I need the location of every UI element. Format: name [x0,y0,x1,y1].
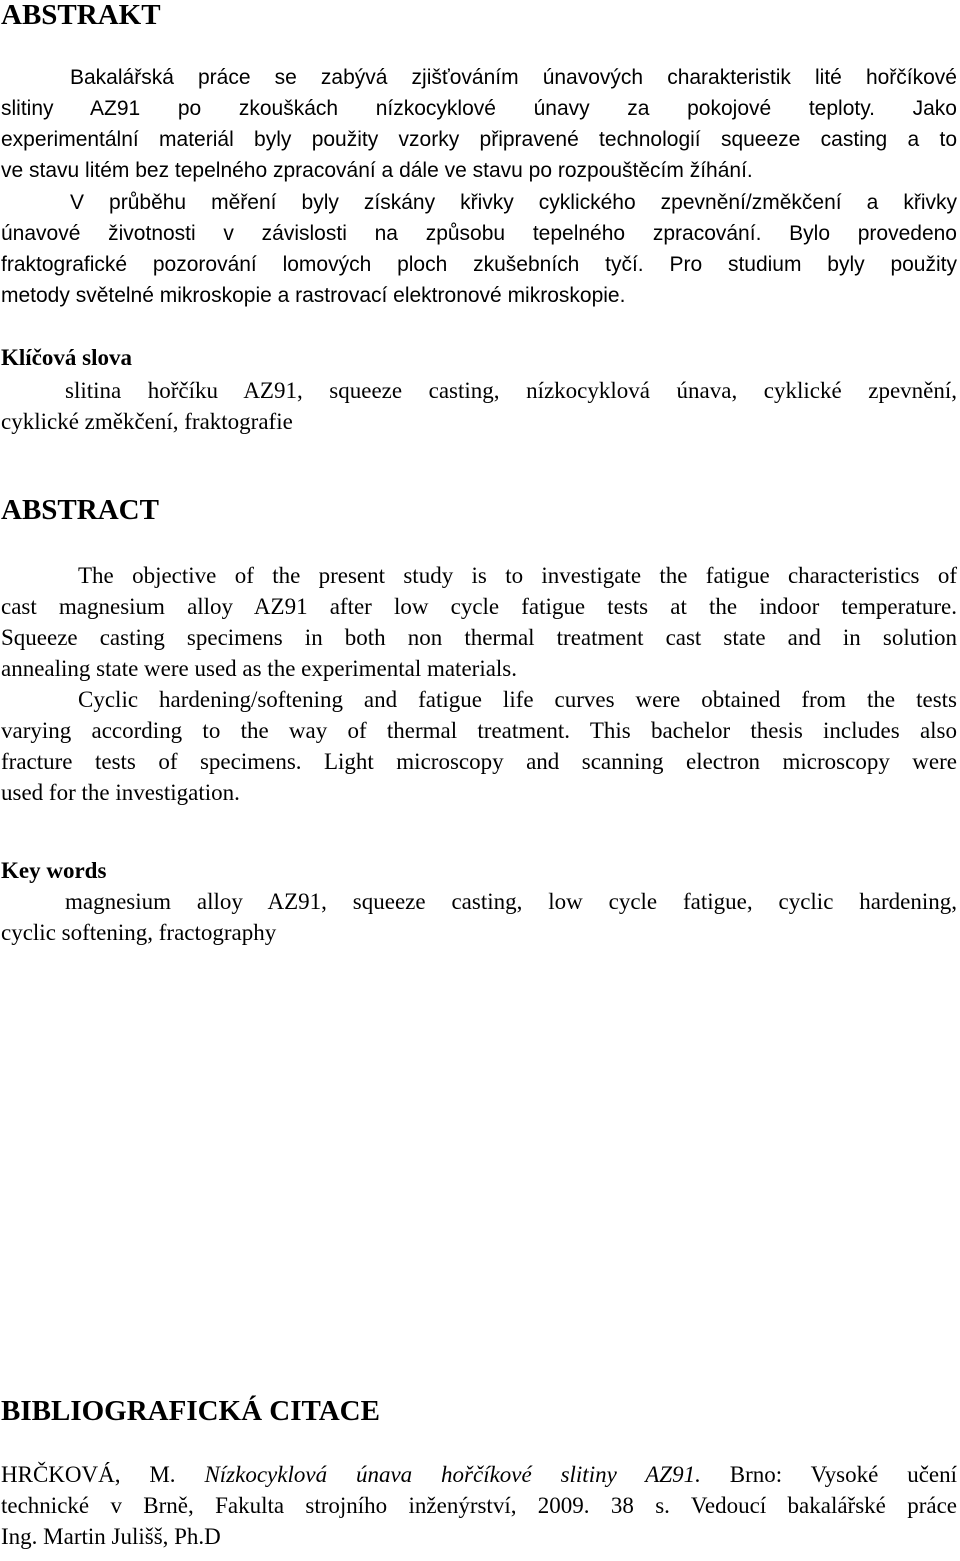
text-line: experimentální materiál byly použity vzorky připravené technologií squeeze casting a to [1,128,957,151]
abstract-heading: ABSTRACT [1,494,159,526]
text-line: annealing state were used as the experimental materials. [1,656,518,681]
text-line: Bakalářská práce se zabývá zjišťováním únavových charakteristik lité hořčíkové [70,66,957,89]
text-line: varying according to the way of thermal treatment. This bachelor thesis includes also [1,718,957,743]
citation-publisher: Brno: Vysoké učení [729,1462,958,1487]
text-line: fraktografické pozorování lomových ploch zkušebních tyčí. Pro studium byly použity [1,253,957,276]
text-line: technické v Brně, Fakulta strojního inženýrství, 2009. 38 s. Vedoucí bakalářské práce [1,1493,957,1518]
text-line: slitiny AZ91 po zkouškách nízkocyklové únavy za pokojové teploty. Jako [1,97,957,120]
text-line: cyklické změkčení, fraktografie [1,409,293,434]
citation-title: Nízkocyklová únava hořčíkové slitiny AZ91. [204,1462,701,1487]
text-line: V průběhu měření byly získány křivky cyklického zpevnění/změkčení a křivky [70,191,957,214]
text-line: ve stavu litém bez tepelného zpracování a dále ve stavu po rozpouštěcím žíhání. [1,159,753,182]
key-words-heading: Key words [1,858,107,883]
text-line: metody světelné mikroskopie a rastrovací elektronové mikroskopie. [1,284,626,307]
klicova-slova-text [1,375,957,437]
abstrakt-paragraph-1 [1,62,957,186]
abstrakt-heading: ABSTRAKT [1,0,161,31]
abstract-paragraph-1 [1,560,957,684]
abstrakt-paragraph-2 [1,187,957,311]
text-line: únavové životnosti v závislosti na způsobu tepelného zpracování. Bylo provedeno [1,222,957,245]
text-line: Ing. Martin Julišš, Ph.D [1,1524,221,1549]
text-line: used for the investigation. [1,780,240,805]
text-line: The objective of the present study is to investigate the fatigue characteristics of [78,563,957,588]
text-line: Squeeze casting specimens in both non thermal treatment cast state and in solution [1,625,957,650]
bibliograficka-citace-heading: BIBLIOGRAFICKÁ CITACE [1,1395,380,1427]
text-line: magnesium alloy AZ91, squeeze casting, low cycle fatigue, cyclic hardening, [65,889,957,914]
citation-text [1,1459,957,1552]
abstract-paragraph-2 [1,684,957,808]
text-line: Cyclic hardening/softening and fatigue life curves were obtained from the tests [78,687,957,712]
text-line: cast magnesium alloy AZ91 after low cycle fatigue tests at the indoor temperature. [1,594,957,619]
citation-author: HRČKOVÁ, M. [1,1462,176,1487]
klicova-slova-heading: Klíčová slova [1,345,132,370]
text-line: cyclic softening, fractography [1,920,277,945]
key-words-text [1,886,957,948]
text-line: fracture tests of specimens. Light microscopy and scanning electron microscopy were [1,749,957,774]
citation-line [1,1459,957,1490]
text-line: slitina hořčíku AZ91, squeeze casting, nízkocyklová únava, cyklické zpevnění, [65,378,957,403]
